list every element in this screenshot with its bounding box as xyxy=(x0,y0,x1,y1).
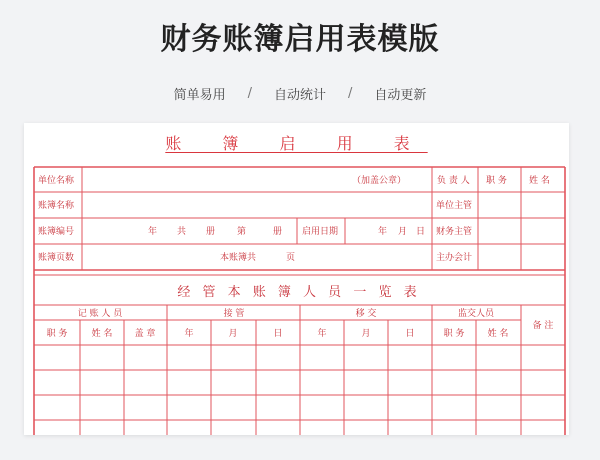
finance-supervisor-label: 财务主管 xyxy=(436,227,473,237)
supervisor-group-header: 监交人员 xyxy=(457,309,495,319)
col-handover-day: 日 xyxy=(405,329,415,339)
year-text: 年 xyxy=(378,227,388,237)
month-text: 月 xyxy=(398,227,408,237)
chief-accountant-label: 主办会计 xyxy=(436,253,473,263)
tag-separator: / xyxy=(348,86,353,101)
handover-group-header: 移 交 xyxy=(355,309,377,319)
tag-auto-statistics: 自动统计 xyxy=(273,88,326,103)
col-position: 职 务 xyxy=(46,329,68,339)
day-text: 日 xyxy=(416,227,426,237)
responsible-label: 负 责 人 xyxy=(437,176,470,186)
no-text: 第 xyxy=(237,227,247,237)
page-title: 财务账簿启用表模版 xyxy=(160,22,440,57)
book-pages-label: 账簿页数 xyxy=(38,253,75,263)
enable-date-label: 启用日期 xyxy=(302,227,339,237)
volume-text: 册 xyxy=(206,227,216,237)
col-takeover-month: 月 xyxy=(228,329,238,339)
name-header: 姓 名 xyxy=(529,176,550,186)
staff-table-title: 经 管 本 账 簿 人 员 一 览 表 xyxy=(177,285,421,300)
feature-tags xyxy=(0,84,600,103)
tag-separator: / xyxy=(247,86,252,101)
tag-easy-to-use: 简单易用 xyxy=(173,88,226,103)
col-seal: 盖 章 xyxy=(134,329,156,339)
pages-total-text: 本账簿共 xyxy=(220,253,257,263)
bookkeeper-group-header: 记 账 人 员 xyxy=(77,309,123,319)
book-name-label: 账簿名称 xyxy=(38,201,75,211)
remark-header: 备 注 xyxy=(532,321,554,331)
volume-text: 册 xyxy=(273,227,283,237)
year-text: 年 xyxy=(148,227,158,237)
position-header: 职 务 xyxy=(486,176,507,186)
page-text: 页 xyxy=(286,253,296,263)
col-supervisor-position: 职 务 xyxy=(443,329,465,339)
col-handover-year: 年 xyxy=(317,329,327,339)
col-name: 姓 名 xyxy=(91,329,113,339)
seal-note: （加盖公章） xyxy=(352,176,407,186)
col-takeover-day: 日 xyxy=(273,329,283,339)
col-takeover-year: 年 xyxy=(184,329,194,339)
col-supervisor-name: 姓 名 xyxy=(487,329,509,339)
ledger-form-paper xyxy=(24,123,569,435)
takeover-group-header: 接 管 xyxy=(223,309,245,319)
unit-supervisor-label: 单位主管 xyxy=(436,201,473,211)
unit-name-label: 单位名称 xyxy=(38,176,75,186)
col-handover-month: 月 xyxy=(361,329,371,339)
tag-auto-update: 自动更新 xyxy=(374,88,427,103)
ledger-table xyxy=(24,123,569,435)
form-title: 账 簿 启 用 表 xyxy=(165,134,428,153)
total-text: 共 xyxy=(177,227,187,237)
book-number-label: 账簿编号 xyxy=(38,227,75,237)
